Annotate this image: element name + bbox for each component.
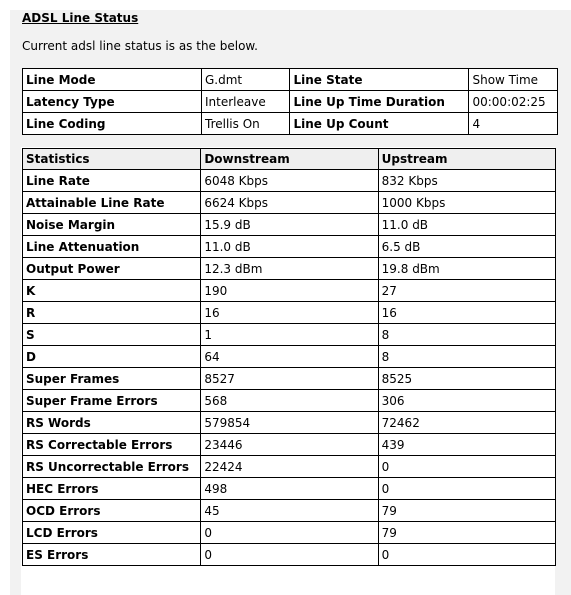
stat-downstream: 15.9 dB [201,214,378,236]
line-info-table [22,68,558,135]
stat-name: S [23,324,201,346]
stat-upstream: 79 [378,522,555,544]
table-row [23,346,556,368]
stat-name: R [23,302,201,324]
stat-upstream: 72462 [378,412,555,434]
stat-name: RS Correctable Errors [23,434,201,456]
stat-name: K [23,280,201,302]
table-row [23,434,556,456]
stat-name: Line Rate [23,170,201,192]
stat-upstream: 306 [378,390,555,412]
table-row [23,214,556,236]
stat-name: D [23,346,201,368]
stat-upstream: 0 [378,544,555,566]
table-row [23,170,556,192]
table-row [23,390,556,412]
line-up-time-label: Line Up Time Duration [290,91,469,113]
line-up-time-value: 00:00:02:25 [469,91,558,113]
stat-upstream: 8 [378,346,555,368]
table-row [23,368,556,390]
stat-downstream: 12.3 dBm [201,258,378,280]
header-upstream: Upstream [378,149,555,170]
line-up-count-value: 4 [469,113,558,135]
stat-downstream: 568 [201,390,378,412]
table-row [23,544,556,566]
table-row [23,456,556,478]
stat-name: HEC Errors [23,478,201,500]
table-row [23,113,558,135]
line-mode-label: Line Mode [23,69,202,91]
stat-upstream: 439 [378,434,555,456]
stat-downstream: 45 [201,500,378,522]
stat-downstream: 22424 [201,456,378,478]
table-row [23,324,556,346]
line-up-count-label: Line Up Count [290,113,469,135]
stat-upstream: 832 Kbps [378,170,555,192]
line-coding-label: Line Coding [23,113,202,135]
header-downstream: Downstream [201,149,378,170]
table-row [23,192,556,214]
stat-name: RS Words [23,412,201,434]
stat-upstream: 0 [378,456,555,478]
stat-upstream: 19.8 dBm [378,258,555,280]
stat-upstream: 8525 [378,368,555,390]
stat-name: RS Uncorrectable Errors [23,456,201,478]
stat-downstream: 0 [201,522,378,544]
statistics-table [22,148,556,566]
stat-downstream: 0 [201,544,378,566]
page-title: ADSL Line Status [22,11,139,25]
table-row [23,69,558,91]
stat-downstream: 190 [201,280,378,302]
table-row [23,500,556,522]
stat-downstream: 498 [201,478,378,500]
table-row [23,236,556,258]
line-coding-value: Trellis On [202,113,290,135]
stat-name: LCD Errors [23,522,201,544]
stat-downstream: 6624 Kbps [201,192,378,214]
stat-downstream: 8527 [201,368,378,390]
latency-type-value: Interleave [202,91,290,113]
stat-name: OCD Errors [23,500,201,522]
stat-upstream: 0 [378,478,555,500]
table-row [23,478,556,500]
table-row [23,412,556,434]
table-row [23,280,556,302]
stat-upstream: 16 [378,302,555,324]
table-header-row [23,149,556,170]
header-statistics: Statistics [23,149,201,170]
stat-upstream: 79 [378,500,555,522]
stat-name: Output Power [23,258,201,280]
stat-upstream: 11.0 dB [378,214,555,236]
page-subtitle: Current adsl line status is as the below. [22,39,258,53]
stat-upstream: 6.5 dB [378,236,555,258]
table-row [23,91,558,113]
stat-name: Line Attenuation [23,236,201,258]
stat-downstream: 1 [201,324,378,346]
table-row [23,258,556,280]
line-mode-value: G.dmt [202,69,290,91]
line-state-label: Line State [290,69,469,91]
stat-upstream: 27 [378,280,555,302]
stat-downstream: 16 [201,302,378,324]
stat-upstream: 8 [378,324,555,346]
stat-downstream: 11.0 dB [201,236,378,258]
line-state-value: Show Time [469,69,558,91]
table-row [23,522,556,544]
stat-name: Super Frame Errors [23,390,201,412]
stat-name: Super Frames [23,368,201,390]
stat-name: Noise Margin [23,214,201,236]
stat-downstream: 579854 [201,412,378,434]
latency-type-label: Latency Type [23,91,202,113]
stat-downstream: 64 [201,346,378,368]
stat-downstream: 6048 Kbps [201,170,378,192]
table-row [23,302,556,324]
stat-downstream: 23446 [201,434,378,456]
stat-name: Attainable Line Rate [23,192,201,214]
stat-name: ES Errors [23,544,201,566]
stat-upstream: 1000 Kbps [378,192,555,214]
